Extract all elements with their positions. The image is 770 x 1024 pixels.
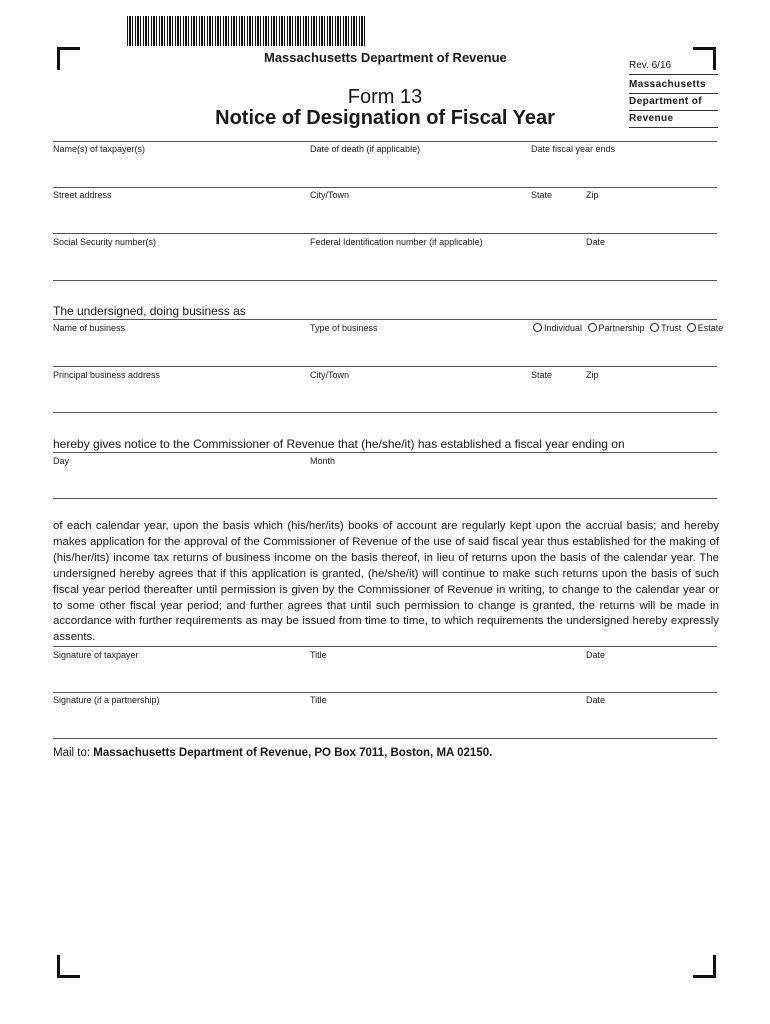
taxpayer-names-field[interactable]: Name(s) of taxpayer(s) — [53, 144, 146, 154]
divider — [53, 646, 717, 647]
signature-date-field[interactable]: Date — [586, 650, 606, 660]
divider — [53, 692, 717, 693]
notice-intro-text: hereby gives notice to the Commissioner of Revenue that (he/she/it) has established a fiscal year ending on — [53, 437, 625, 451]
title-field[interactable]: Title — [310, 650, 327, 660]
option-estate-label: Estate — [697, 323, 724, 333]
business-state-field[interactable]: State — [531, 370, 553, 380]
department-name: Massachusetts Department of Revenue — [264, 50, 507, 65]
revision-label: Rev. 6/16 — [629, 60, 672, 71]
date-field[interactable]: Date — [586, 237, 606, 247]
business-type-options — [533, 323, 723, 333]
registration-mark-bottom-right — [693, 955, 716, 978]
divider — [629, 74, 718, 75]
zip-field[interactable]: Zip — [586, 190, 599, 200]
mail-prefix: Mail to: — [53, 747, 94, 759]
side-department-line-3: Revenue — [629, 113, 674, 124]
side-department-line-1: Massachusetts — [629, 79, 706, 90]
business-city-field[interactable]: City/Town — [310, 370, 350, 380]
divider — [53, 319, 717, 320]
radio-trust[interactable] — [650, 323, 659, 332]
divider — [53, 141, 717, 142]
signature-date2-field[interactable]: Date — [586, 695, 606, 705]
divider — [53, 412, 717, 413]
mail-address: Massachusetts Department of Revenue, PO Box 7011, Boston, MA 02150. — [93, 747, 493, 759]
option-individual-label: Individual — [544, 323, 583, 333]
fiscal-year-ends-field[interactable]: Date fiscal year ends — [531, 144, 616, 154]
business-name-field[interactable]: Name of business — [53, 323, 126, 333]
page-title: Notice of Designation of Fiscal Year — [215, 107, 555, 129]
option-partnership-label: Partnership — [598, 323, 645, 333]
mail-to-instruction — [53, 747, 492, 759]
date-of-death-field[interactable]: Date of death (if applicable) — [310, 144, 421, 154]
option-trust-label: Trust — [661, 323, 682, 333]
business-address-field[interactable]: Principal business address — [53, 370, 161, 380]
title2-field[interactable]: Title — [310, 695, 327, 705]
business-type-field[interactable]: Type of business — [310, 323, 378, 333]
divider — [53, 738, 717, 739]
side-department-line-2: Department of — [629, 96, 702, 107]
partnership-signature-field[interactable]: Signature (if a partnership) — [53, 695, 160, 705]
form-number: Form 13 — [347, 86, 423, 108]
fein-field[interactable]: Federal Identification number (if applicable) — [310, 237, 483, 247]
divider — [53, 366, 717, 367]
divider — [53, 233, 717, 234]
radio-individual[interactable] — [533, 323, 542, 332]
street-address-field[interactable]: Street address — [53, 190, 112, 200]
ssn-field[interactable]: Social Security number(s) — [53, 237, 157, 247]
radio-estate[interactable] — [687, 323, 696, 332]
registration-mark-top-right — [693, 47, 716, 70]
divider — [53, 280, 717, 281]
registration-mark-top-left — [57, 47, 80, 70]
taxpayer-signature-field[interactable]: Signature of taxpayer — [53, 650, 139, 660]
divider — [53, 498, 717, 499]
business-zip-field[interactable]: Zip — [586, 370, 599, 380]
radio-partnership[interactable] — [588, 323, 597, 332]
divider — [53, 452, 717, 453]
registration-mark-bottom-left — [57, 955, 80, 978]
month-field[interactable]: Month — [310, 456, 336, 466]
divider — [53, 187, 717, 188]
barcode — [127, 16, 365, 46]
state-field[interactable]: State — [531, 190, 553, 200]
city-town-field[interactable]: City/Town — [310, 190, 350, 200]
day-field[interactable]: Day — [53, 456, 70, 466]
notice-paragraph: of each calendar year, upon the basis which (his/her/its) books of account are regularly kept upon the accrual basis; and hereby makes application for the approval of the Commissioner of Revenue of the use of said fiscal year thus established for the making of (his/her/its) income tax returns of business income on the basis thereof, in lieu of returns upon the basis of the calendar year. The undersigned hereby agrees that if this application is granted, (he/she/it) will continue to make such returns upon the basis of such fiscal year period thereafter until permission is given by the Commissioner of Revenue in writing, to change to the calendar year or to some other fiscal year period; and further agrees that until such permission to change is granted, the returns will be made in accordance with further requirements as may be issued from time to time, to which requirements the undersigned hereby expressly assents. — [53, 520, 719, 644]
business-intro-text: The undersigned, doing business as — [53, 304, 246, 318]
